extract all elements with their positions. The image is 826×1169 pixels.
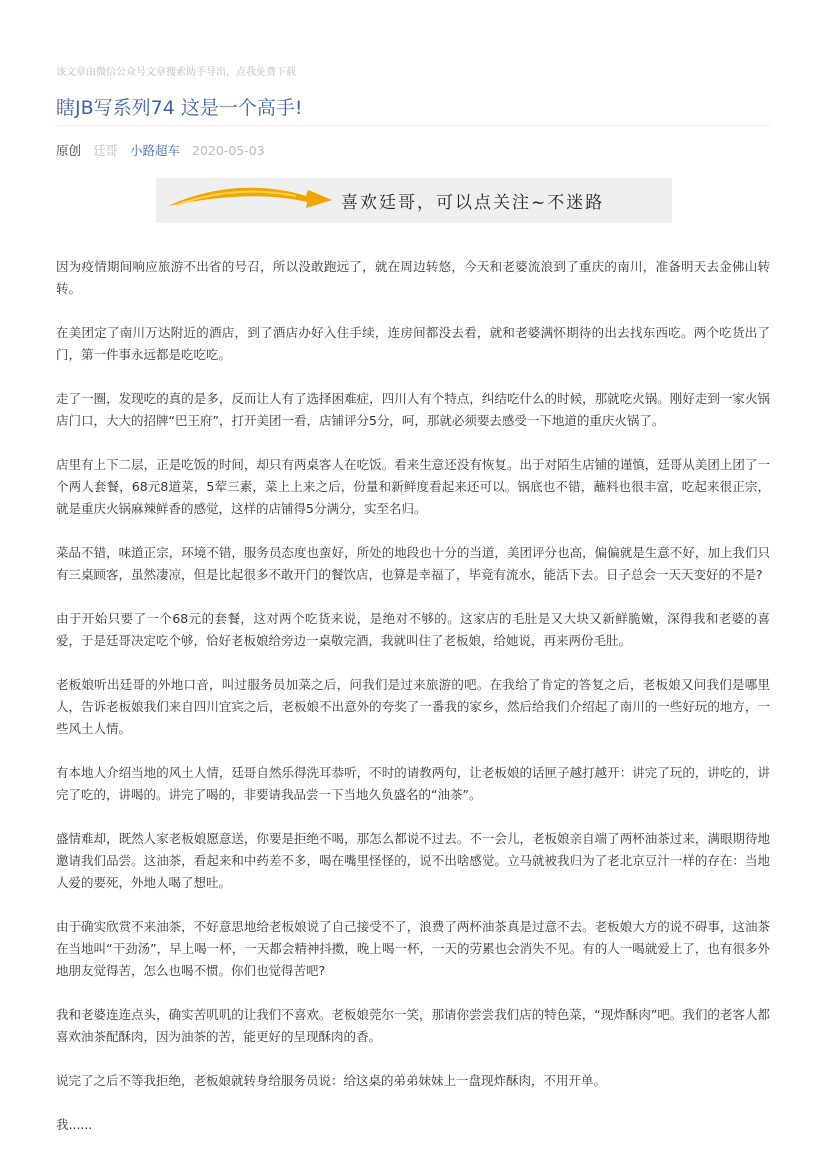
- paragraph: 因为疫情期间响应旅游不出省的号召，所以没敢跑远了，就在周边转悠，今天和老婆流浪到了重庆的南川，准备明天去金佛山转转。: [56, 259, 770, 296]
- author-name: 廷哥: [93, 143, 119, 158]
- title-divider: [56, 125, 770, 126]
- paragraph: 盛情难却，既然人家老板娘愿意送，你要是拒绝不喝，那怎么都说不过去。不一会儿，老板娘亲自端了两杯油茶过来，满眼期待地邀请我们品尝。这油茶，看起来和中药差不多，喝在嘴里怪怪的，说不出啥感觉。立马就被我归为了老北京豆汁一样的存在：当地人爱的要死，外地人喝了想吐。: [56, 831, 770, 890]
- paragraph: 有本地人介绍当地的风土人情，廷哥自然乐得洗耳恭听，不时的请教两句，让老板娘的话匣子越打越开：讲完了玩的，讲吃的，讲完了吃的，讲喝的。讲完了喝的，非要请我品尝一下当地久负盛名的“油茶”。: [56, 765, 770, 802]
- paragraph: 店里有上下二层，正是吃饭的时间，却只有两桌客人在吃饭。看来生意还没有恢复。出于对陌生店铺的谨慎，廷哥从美团上团了一个两人套餐，68元8道菜，5荤三素，菜上上来之后，份量和新鲜度看起来还可以。锅底也不错，蘸料也很丰富，吃起来很正宗，就是重庆火锅麻辣鲜香的感觉，这样的店铺得5分满分，实至名归。: [56, 457, 770, 516]
- account-name-link[interactable]: 小路超车: [130, 143, 181, 158]
- original-badge: 原创: [56, 143, 82, 158]
- paragraph: 菜品不错，味道正宗，环境不错，服务员态度也蛮好，所处的地段也十分的当道，美团评分也高，偏偏就是生意不好，加上我们只有三桌顾客，虽然凄凉，但是比起很多不敢开门的餐饮店，也算是幸福了，毕竟有流水，能活下去。日子总会一天天变好的不是?: [56, 545, 770, 582]
- follow-banner: [156, 178, 672, 223]
- publish-date: 2020-05-03: [192, 143, 265, 158]
- arrow-icon: [156, 178, 336, 223]
- article-body: [56, 256, 770, 1158]
- paragraph: 说完了之后不等我拒绝，老板娘就转身给服务员说：给这桌的弟弟妹妹上一盘现炸酥肉，不用开单。: [56, 1073, 607, 1088]
- article-meta: [56, 141, 273, 159]
- paragraph: 我和老婆连连点头，确实苦叽叽的让我们不喜欢。老板娘莞尔一笑，那请你尝尝我们店的特色菜，“现炸酥肉”吧。我们的老客人都喜欢油茶配酥肉，因为油茶的苦，能更好的呈现酥肉的香。: [56, 1007, 770, 1044]
- paragraph: 老板娘听出廷哥的外地口音，叫过服务员加菜之后，问我们是过来旅游的吧。在我给了肯定的答复之后，老板娘又问我们是哪里人，告诉老板娘我们来自四川宜宾之后，老板娘不出意外的夸奖了一番我的家乡，然后给我们介绍起了南川的一些好玩的地方，一些风土人情。: [56, 677, 770, 736]
- banner-text: 喜欢廷哥，可以点关注~不迷路: [341, 193, 605, 213]
- paragraph: 在美团定了南川万达附近的酒店，到了酒店办好入住手续，连房间都没去看，就和老婆满怀期待的出去找东西吃。两个吃货出了门，第一件事永远都是吃吃吃。: [56, 325, 770, 362]
- paragraph: 走了一圈，发现吃的真的是多，反而让人有了选择困难症，四川人有个特点，纠结吃什么的时候，那就吃火锅。刚好走到一家火锅店门口，大大的招牌“巴王府”，打开美团一看，店铺评分5分，呵，那就必须要去感受一下地道的重庆火锅了。: [56, 391, 770, 428]
- paragraph: 由于确实欣赏不来油茶，不好意思地给老板娘说了自己接受不了，浪费了两杯油茶真是过意不去。老板娘大方的说不碍事，这油茶在当地叫“干劲汤”，早上喝一杯，一天都会精神抖擞，晚上喝一杯，一天的劳累也会消失不见。有的人一喝就爱上了，也有很多外地朋友觉得苦，怎么也喝不惯。你们也觉得苦吧?: [56, 919, 770, 978]
- article-title: 瞎JB写系列74 这是一个高手!: [56, 97, 303, 119]
- export-note-link[interactable]: 该文章由微信公众号文章搜索助手导出，点我免费下载: [56, 67, 296, 78]
- paragraph: 我......: [56, 1117, 93, 1132]
- paragraph: 由于开始只要了一个68元的套餐，这对两个吃货来说，是绝对不够的。这家店的毛肚是又大块又新鲜脆嫩，深得我和老婆的喜爱，于是廷哥决定吃个够，恰好老板娘给旁边一桌敬完酒，我就叫住了老板娘，给她说，再来两份毛肚。: [56, 611, 770, 648]
